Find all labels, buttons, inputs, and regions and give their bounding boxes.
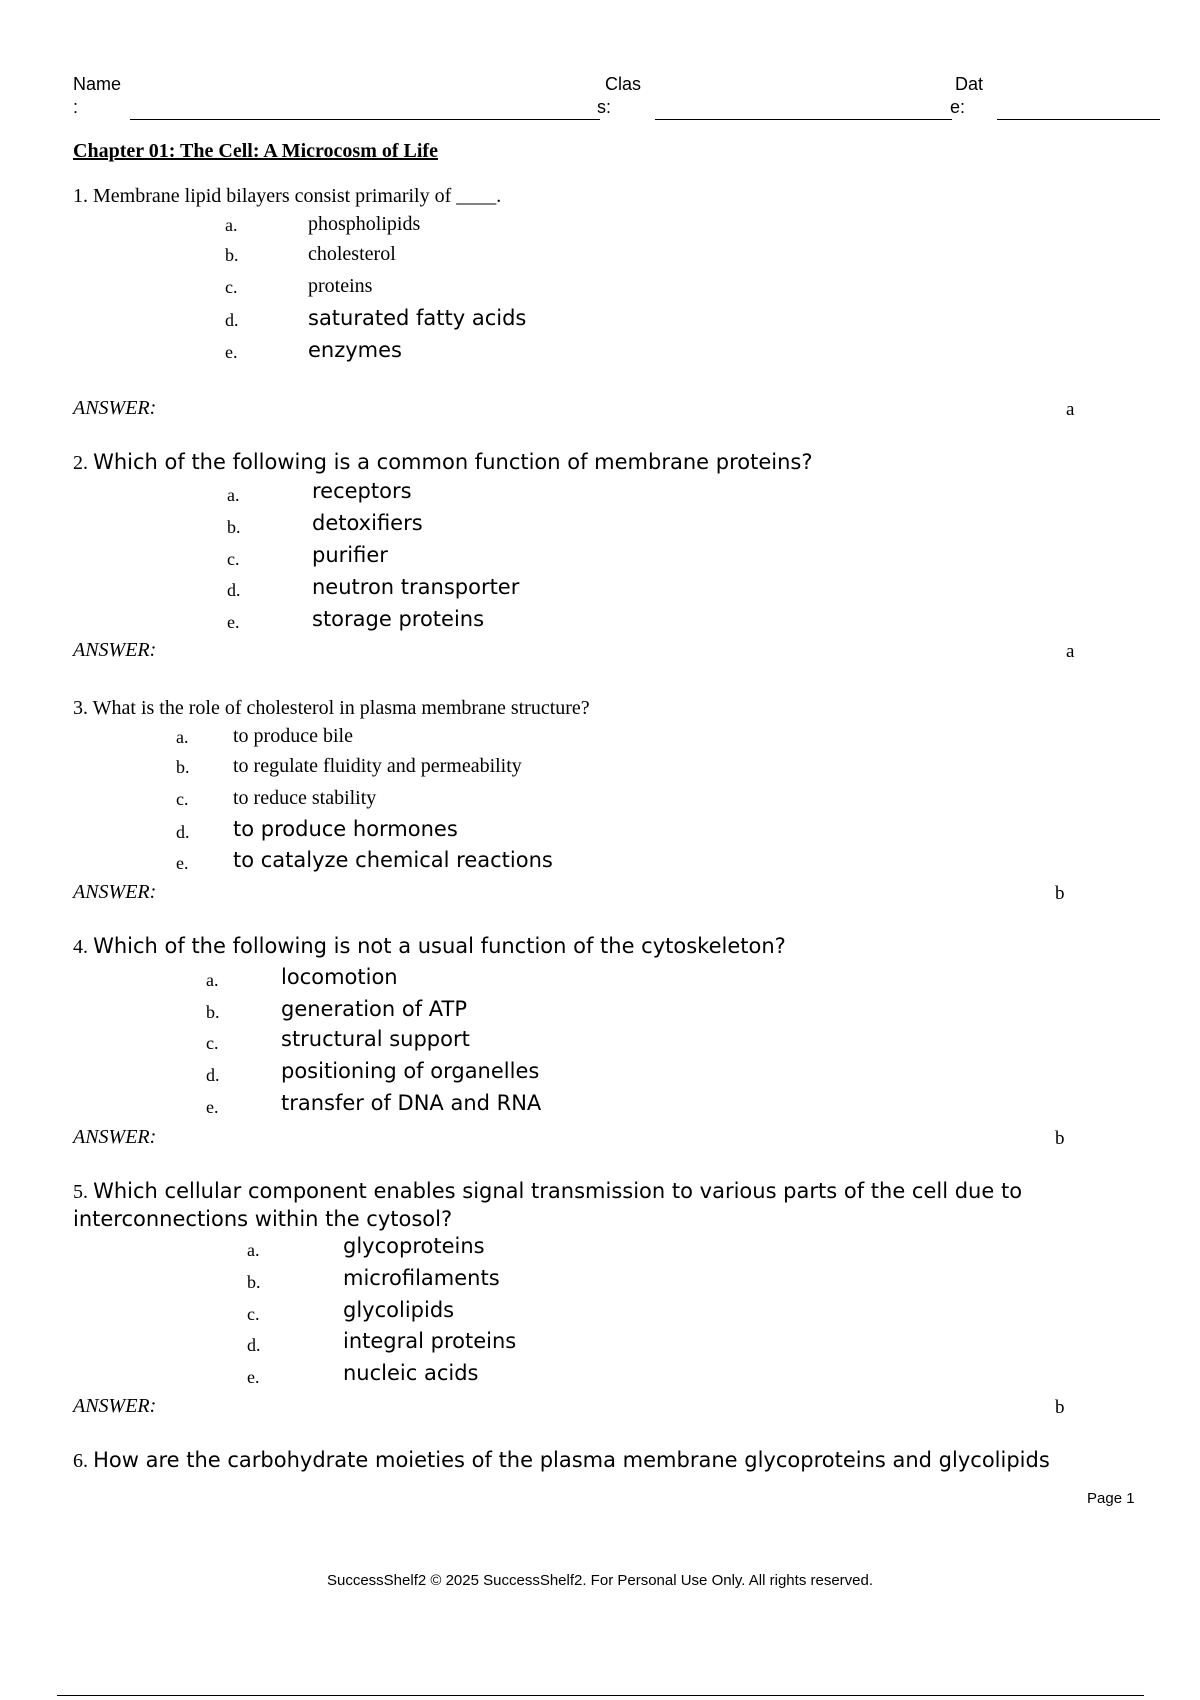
question-body: Membrane lipid bilayers consist primarily of ____. <box>93 185 502 207</box>
name-label: Name <box>73 74 122 94</box>
option-text[interactable]: structural support <box>281 1027 470 1051</box>
question-number: 5. <box>73 1181 88 1203</box>
question-text <box>73 934 786 959</box>
question-body: Which of the following is not a usual function of the cytoskeleton? <box>93 934 786 958</box>
page-number: Page 1 <box>1087 1490 1135 1507</box>
answer-value: b <box>1055 1128 1065 1149</box>
date-label: Dat <box>955 74 984 94</box>
option-letter: d. <box>225 310 239 330</box>
question-number: 1. <box>73 185 88 207</box>
option-letter: c. <box>227 549 240 569</box>
option-text[interactable]: transfer of DNA and RNA <box>281 1091 542 1115</box>
option-text[interactable]: microfilaments <box>343 1266 500 1290</box>
class-label: Clas <box>605 74 642 94</box>
chapter-title: Chapter 01: The Cell: A Microcosm of Life <box>73 140 438 162</box>
option-text[interactable]: locomotion <box>281 965 398 989</box>
question-text <box>73 697 590 720</box>
question-body: Which of the following is a common function of membrane proteins? <box>93 450 813 474</box>
option-letter: e. <box>206 1097 219 1117</box>
answer-value: b <box>1055 1397 1065 1418</box>
question-text <box>73 185 501 208</box>
option-letter: b. <box>247 1272 261 1292</box>
option-letter: d. <box>227 580 241 600</box>
option-text[interactable]: receptors <box>312 479 412 503</box>
option-text[interactable]: purifier <box>312 543 388 567</box>
question-number: 3. <box>73 697 88 719</box>
answer-value: a <box>1066 399 1075 420</box>
option-text[interactable]: nucleic acids <box>343 1361 479 1385</box>
question-text <box>73 450 813 475</box>
option-letter: b. <box>227 517 241 537</box>
option-text[interactable]: saturated fatty acids <box>308 306 527 330</box>
date-label-suffix: e: <box>950 97 966 117</box>
name-label-colon: : <box>73 97 79 117</box>
option-text[interactable]: integral proteins <box>343 1329 517 1353</box>
option-text[interactable]: to produce bile <box>233 725 353 747</box>
option-text[interactable]: glycoproteins <box>343 1234 485 1258</box>
option-letter: b. <box>206 1002 220 1022</box>
option-text[interactable]: phospholipids <box>308 213 421 235</box>
option-letter: b. <box>225 245 239 265</box>
bottom-divider <box>57 1695 1144 1696</box>
option-letter: b. <box>176 757 190 777</box>
question-body: How are the carbohydrate moieties of the plasma membrane glycoproteins and glycolipids <box>93 1448 1050 1472</box>
date-underline[interactable] <box>997 119 1160 120</box>
class-label-suffix: s: <box>597 97 612 117</box>
option-text[interactable]: to reduce stability <box>233 787 377 809</box>
option-letter: a. <box>176 727 189 747</box>
question-number: 4. <box>73 936 88 958</box>
question-body: What is the role of cholesterol in plasma membrane structure? <box>92 697 590 719</box>
option-letter: d. <box>206 1065 220 1085</box>
name-underline[interactable] <box>130 119 600 120</box>
option-text[interactable]: proteins <box>308 275 373 297</box>
option-text[interactable]: generation of ATP <box>281 997 468 1021</box>
answer-value: a <box>1066 641 1075 662</box>
option-letter: d. <box>247 1335 261 1355</box>
option-letter: e. <box>227 612 240 632</box>
option-letter: c. <box>176 789 189 809</box>
answer-label: ANSWER: <box>73 1395 157 1417</box>
question-number: 6. <box>73 1450 88 1472</box>
question-text <box>73 1448 1050 1473</box>
option-text[interactable]: to regulate fluidity and permeability <box>233 755 522 777</box>
question-text <box>73 1178 1103 1234</box>
option-text[interactable]: positioning of organelles <box>281 1059 540 1083</box>
answer-label: ANSWER: <box>73 639 157 661</box>
option-text[interactable]: cholesterol <box>308 243 396 265</box>
option-letter: c. <box>206 1033 219 1053</box>
question-number: 2. <box>73 452 88 474</box>
option-letter: e. <box>225 342 238 362</box>
option-letter: e. <box>176 853 189 873</box>
question-body: Which cellular component enables signal transmission to various parts of the cell due to interconnections within the cytosol? <box>73 1179 1023 1231</box>
answer-value: b <box>1055 883 1065 904</box>
footer-copyright: SuccessShelf2 © 2025 SuccessShelf2. For Personal Use Only. All rights reserved. <box>326 1572 874 1589</box>
option-text[interactable]: to produce hormones <box>233 817 458 841</box>
option-text[interactable]: storage proteins <box>312 607 485 631</box>
option-letter: d. <box>176 822 190 842</box>
answer-label: ANSWER: <box>73 881 157 903</box>
option-letter: a. <box>225 215 238 235</box>
option-text[interactable]: to catalyze chemical reactions <box>233 848 553 872</box>
option-letter: a. <box>206 970 219 990</box>
option-letter: c. <box>247 1304 260 1324</box>
option-letter: a. <box>227 485 240 505</box>
class-underline[interactable] <box>655 119 952 120</box>
option-letter: c. <box>225 277 238 297</box>
option-letter: a. <box>247 1240 260 1260</box>
option-text[interactable]: glycolipids <box>343 1298 455 1322</box>
answer-label: ANSWER: <box>73 1126 157 1148</box>
option-text[interactable]: enzymes <box>308 338 402 362</box>
option-text[interactable]: neutron transporter <box>312 575 520 599</box>
option-text[interactable]: detoxifiers <box>312 511 423 535</box>
answer-label: ANSWER: <box>73 397 157 419</box>
option-letter: e. <box>247 1367 260 1387</box>
